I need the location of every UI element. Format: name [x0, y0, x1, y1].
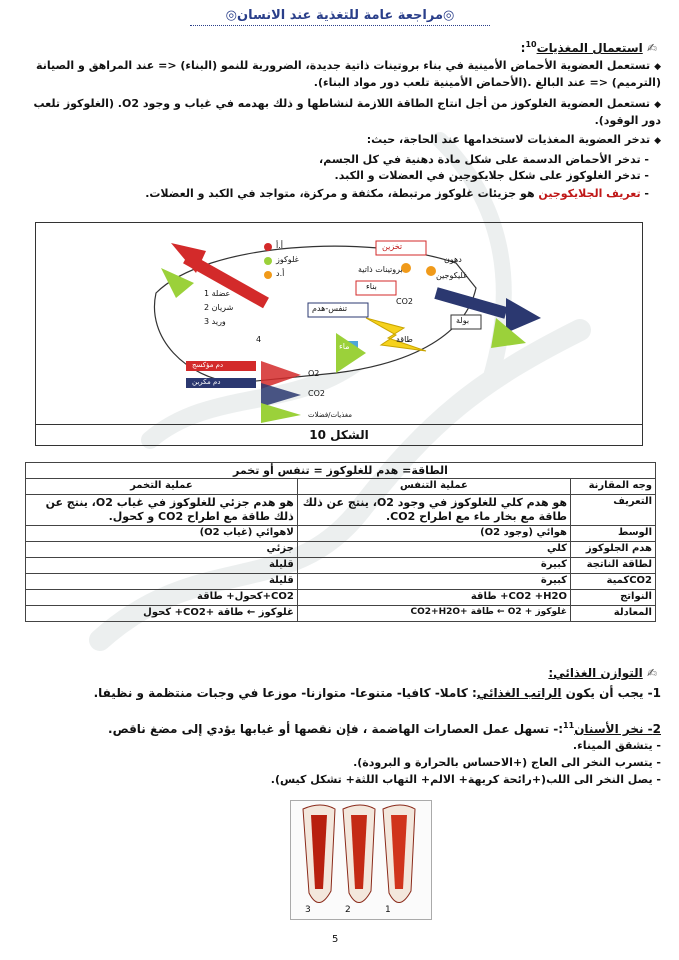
label-n3: 3: [204, 317, 210, 326]
row-fermentation: لاهوائي (غياب O2): [26, 526, 298, 542]
table-header: الطاقة= هدم للغلوكوز = تنفس أو تخمر: [26, 463, 656, 479]
decay-dash: - يتسرب النخر الى العاج (+الاحساس بالحرارة و البرودة).: [353, 756, 661, 769]
row-fermentation: قليلة: [26, 558, 298, 574]
glycogen-term: تعريف الجلايكوجين: [538, 187, 641, 200]
row-label: الوسط: [571, 526, 656, 542]
tooth-decay-image: [290, 800, 432, 920]
decay-dash-text: يتسرب النخر الى العاج (+الاحساس بالحرارة و البرودة).: [353, 756, 653, 769]
label-artery-row: [204, 303, 233, 312]
label-self-proteins: بروتينات ذاتية: [358, 265, 403, 274]
row-label: النواتج: [571, 590, 656, 606]
decay-dash: - يتشقق الميناء.: [572, 739, 661, 752]
label-ad: أ.د: [276, 269, 285, 278]
tooth-number-1: 1: [385, 905, 391, 915]
tooth-number-2: 2: [345, 905, 351, 915]
tooth-1: [383, 805, 415, 903]
item1-rest: : كاملا- كافيا- متنوعا- متوازنا- موزعا في وجبات منتظمة و نظيفا.: [93, 686, 477, 700]
legend-co2: CO2: [308, 389, 325, 398]
page-title: ◎مراجعة عامة للتغذية عند الانسان◎: [190, 8, 490, 26]
table-row: [26, 558, 656, 574]
tooth-decay-item: [20, 718, 661, 737]
row-respiration: غلوكوز + O2 ← طاقة +CO2+H2O: [297, 606, 570, 622]
bullet-glucose: [20, 96, 661, 128]
section1-ref: 10: [525, 40, 537, 49]
nutrient-use-diagram: [36, 223, 642, 423]
item1-term: الراتب الغذائي: [476, 686, 562, 700]
col-fermentation: عملية التخمر: [26, 479, 298, 495]
legend-carbonated: دم مكربن: [192, 378, 221, 386]
table-row: [26, 495, 656, 526]
label-respiration: تنفس-هدم: [312, 304, 348, 313]
respiration-fermentation-table: [25, 462, 656, 622]
row-label: التعريف: [571, 495, 656, 526]
table-row: [26, 606, 656, 622]
dash-glycogen: - تدخر الغلوكوز على شكل جلايكوجين في العضلات و الكبد.: [334, 169, 649, 182]
figure-10: [35, 222, 643, 446]
row-respiration: هوائي (وجود O2): [297, 526, 570, 542]
legend-o2: O2: [308, 369, 320, 378]
page-number: 5: [332, 934, 339, 945]
dash-fatty-acids: - تدخر الأحماض الدسمة على شكل مادة دهنية في كل الجسم،: [319, 153, 649, 166]
row-respiration: كبيرة: [297, 574, 570, 590]
item2-ref: 11: [563, 721, 575, 730]
col-respiration: عملية التنفس: [297, 479, 570, 495]
table-row: [26, 542, 656, 558]
bullet-arrow-icon: ◆: [654, 100, 661, 110]
decay-dash-text: يصل النخر الى اللب(+رائحة كريهة+ الالم+ التهاب اللثة+ تشكل كيس).: [270, 773, 653, 786]
row-respiration: CO2 +H2O+ طاقة: [297, 590, 570, 606]
row-respiration: هو هدم كلي للغلوكوز في وجود O2، ينتج عن ذلك طاقة مع بخار ماء مع اطراح CO2.: [297, 495, 570, 526]
aa-dot: [264, 243, 272, 251]
table-col-headers: [26, 479, 656, 495]
section2-heading: [548, 666, 657, 680]
table-row: [26, 590, 656, 606]
decay-dash-text: يتشقق الميناء.: [572, 739, 653, 752]
section1-heading: ✍ استعمال المغذيات$^{10}$:: [520, 40, 657, 55]
label-co2-vessel: CO2: [396, 297, 413, 306]
row-fermentation: CO2+كحول+ طاقة: [26, 590, 298, 606]
table-header-row: [26, 463, 656, 479]
label-urine: بولة: [456, 316, 470, 325]
label-glycogen: غليكوجين: [436, 271, 468, 280]
decay-dash: - يصل النخر الى اللب(+رائحة كريهة+ الالم+ التهاب اللثة+ تشكل كيس).: [270, 773, 661, 786]
item2-lead: 2- نخر الأسنان: [574, 722, 661, 736]
row-fermentation: قليلة: [26, 574, 298, 590]
table-row: [26, 574, 656, 590]
row-label: المعادلة: [571, 606, 656, 622]
label-fats: دهون: [444, 255, 462, 264]
row-respiration: كلي: [297, 542, 570, 558]
row-fermentation: هو هدم جزئي للغلوكوز في غياب O2، ينتج عن ذلك طاقة مع اطراح CO2 و كحول.: [26, 495, 298, 526]
glycogen-store-dot: [426, 266, 436, 276]
item1-lead: 1- يجب أن يكون: [565, 686, 661, 700]
label-build: بناء: [366, 282, 377, 291]
tooth-number-3: 3: [305, 905, 311, 915]
table-row: [26, 526, 656, 542]
tooth-3: [303, 805, 335, 903]
label-artery: شريان: [211, 303, 234, 312]
glycogen-def: هو جزيئات غلوكوز مرتبطة، مكثفة و مركزة، متواجد في الكبد و العضلات.: [145, 187, 535, 200]
legend-nutrient-arrow: [261, 403, 301, 423]
label-vein: وريد: [211, 317, 226, 326]
dash-text: تدخر الغلوكوز على شكل جلايكوجين في العضلات و الكبد.: [334, 169, 641, 182]
balanced-diet-item: [20, 686, 661, 701]
label-n1: 1: [204, 289, 210, 298]
section1-heading-text: استعمال المغذيات: [536, 41, 643, 55]
figure-caption: الشكل 10: [36, 424, 642, 445]
fat-dot: [264, 271, 272, 279]
col-compare: وجه المقارنة: [571, 479, 656, 495]
label-aa: أ.أ: [276, 241, 283, 250]
label-n4: 4: [256, 335, 262, 344]
label-energy: طاقة: [396, 335, 413, 344]
row-label: هدم الجلوكوز: [571, 542, 656, 558]
label-muscle: عضلة: [211, 289, 231, 298]
row-label: CO2كمية: [571, 574, 656, 590]
label-vein-row: [204, 317, 226, 326]
row-fermentation: جزئي: [26, 542, 298, 558]
item2-rest: :- تسهل عمل العصارات الهاضمة ، فإن نقصها أو غيابها يؤدي إلى مضغ ناقص.: [108, 722, 564, 736]
bullet-text: تدخر العضوية المغذيات لاستخدامها عند الحاجة، حيث:: [366, 133, 651, 146]
bullet-arrow-icon: ◆: [654, 136, 661, 146]
row-respiration: كبيرة: [297, 558, 570, 574]
glycogen-definition: - تعريف الجلايكوجين هو جزيئات غلوكوز مرتبطة، مكثفة و مركزة، متواجد في الكبد و العضلات.: [145, 187, 649, 200]
page-title-text: مراجعة عامة للتغذية عند الانسان: [236, 8, 443, 23]
tooth-2: [343, 805, 375, 903]
bullet-arrow-icon: ◆: [654, 62, 661, 72]
legend-oxygenated: دم مؤكسج: [192, 361, 224, 369]
label-glucose: غلوكوز: [276, 255, 299, 264]
row-fermentation: غلوكوز ← طاقة +CO2+ كحول: [26, 606, 298, 622]
legend-nutrients-waste: مغذيات/فضلات: [308, 411, 353, 419]
label-water: ماء: [339, 342, 350, 351]
pen-icon: ✍: [646, 666, 657, 680]
bullet-text: تستعمل العضوية الغلوكوز من أجل انتاج الطاقة اللازمة لنشاطها و ذلك بهدمه في غياب و وجود O2. (الغلوكوز تلعب دور الوقود).: [33, 97, 661, 127]
teeth-illustration: [291, 801, 431, 919]
label-muscle-row: [204, 289, 230, 298]
row-label: لطاقة الناتجة: [571, 558, 656, 574]
bullet-storage: [20, 132, 661, 149]
bullet-text: تستعمل العضوية الأحماض الأمينية في بناء بروتينات ذاتية جديدة، الضرورية للنمو (البناء) <= عند المراهق و الصيانة (الترميم) <= عند البالغ .(الأحماض الأمينية تلعب دور مواد البناء).: [36, 59, 661, 89]
dash-text: تدخر الأحماض الدسمة على شكل مادة دهنية في كل الجسم،: [319, 153, 641, 166]
glucose-dot: [264, 257, 272, 265]
legend-co2-arrow: [261, 383, 301, 407]
label-storage: تخزين: [382, 242, 403, 251]
pen-icon: ✍: [646, 41, 657, 55]
section2-heading-text: التوازن الغذائي:: [548, 666, 643, 680]
co2-arrow-out: [506, 298, 541, 333]
bullet-amino-acids: [20, 58, 661, 90]
label-n2: 2: [204, 303, 210, 312]
